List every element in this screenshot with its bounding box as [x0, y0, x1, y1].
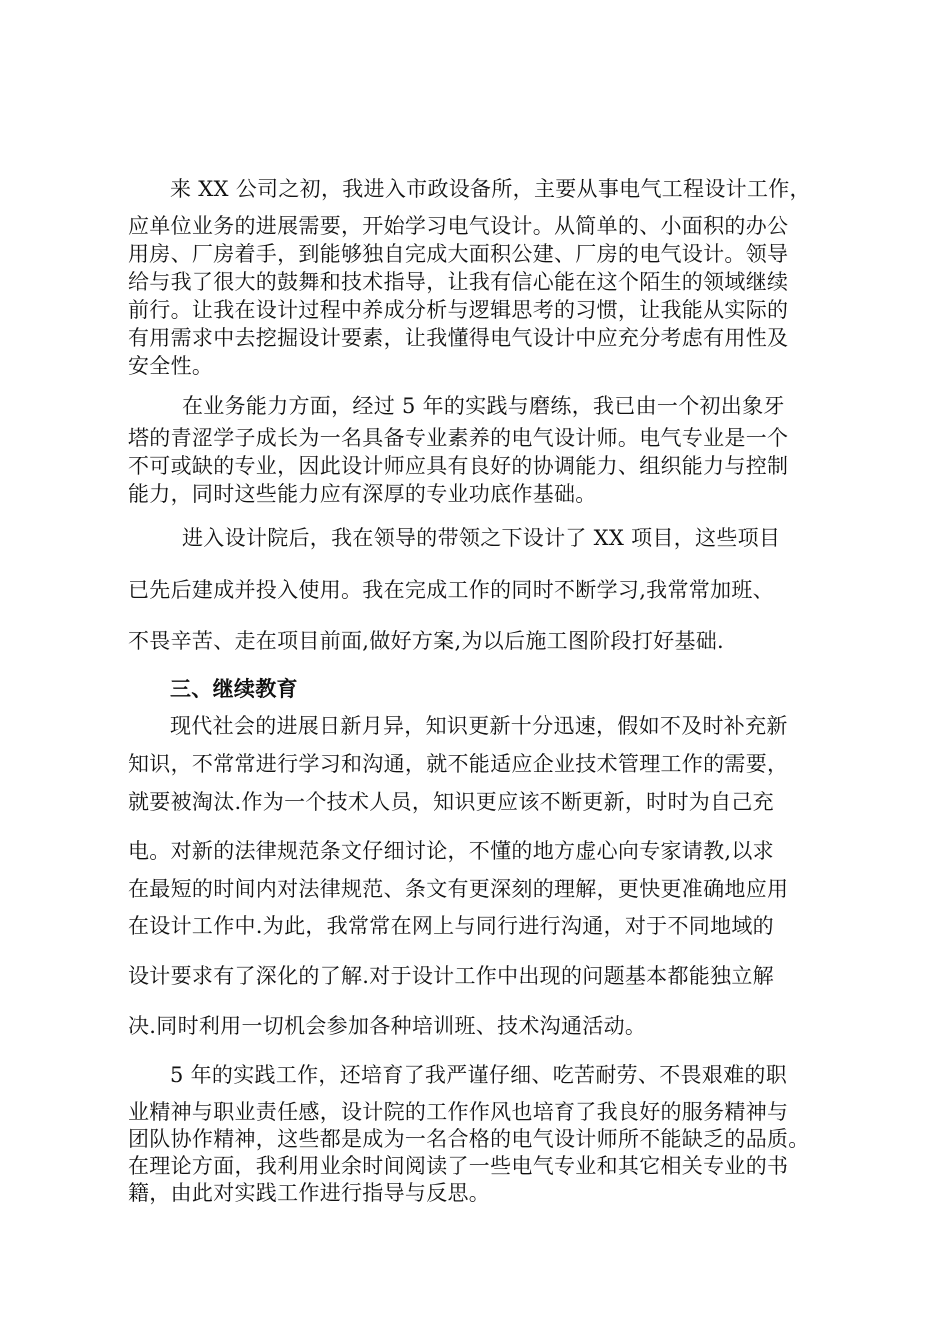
paragraph-3-line-1: 进入设计院后，我在领导的带领之下设计了 XX 项目，这些项目: [182, 526, 781, 550]
paragraph-4-line-1: 现代社会的进展日新月异，知识更新十分迅速，假如不及时补充新: [170, 714, 788, 738]
paragraph-4-line-4: 电。对新的法律规范条文仔细讨论，不懂的地方虚心向专家请教,以求: [128, 839, 774, 863]
paragraph-4-line-3: 就要被淘汰.作为一个技术人员，知识更应该不断更新，时时为自己充: [128, 790, 774, 814]
paragraph-5-line-4: 在理论方面，我利用业余时间阅读了一些电气专业和其它相关专业的书: [128, 1154, 789, 1178]
paragraph-5-line-2: 业精神与职业责任感，设计院的工作作风也培育了我良好的服务精神与: [128, 1100, 789, 1124]
section-heading: 三、继续教育: [170, 676, 298, 701]
paragraph-1-line-7: 安全性。: [128, 354, 214, 378]
paragraph-1-line-3: 用房、厂房着手，到能够独自完成大面积公建、厂房的电气设计。领导: [128, 242, 789, 266]
paragraph-4-line-2: 知识，不常常进行学习和沟通，就不能适应企业技术管理工作的需要，: [128, 752, 789, 776]
paragraph-4-line-5: 在最短的时间内对法律规范、条文有更深刻的理解，更快更准确地应用: [128, 877, 789, 901]
paragraph-4-line-8: 决.同时利用一切机会参加各种培训班、技术沟通活动。: [128, 1014, 647, 1038]
paragraph-4-line-7: 设计要求有了深化的了解.对于设计工作中出现的问题基本都能独立解: [128, 964, 774, 988]
paragraph-2-line-2: 塔的青涩学子成长为一名具备专业素养的电气设计师。电气专业是一个: [128, 426, 789, 450]
paragraph-5-line-5: 籍，由此对实践工作进行指导与反思。: [128, 1181, 491, 1205]
paragraph-1-line-5: 前行。让我在设计过程中养成分析与逻辑思考的习惯，让我能从实际的: [128, 298, 789, 322]
paragraph-1-line-6: 有用需求中去挖掘设计要素，让我懂得电气设计中应充分考虑有用性及: [128, 326, 789, 350]
paragraph-4-line-6: 在设计工作中.为此，我常常在网上与同行进行沟通，对于不同地域的: [128, 914, 774, 938]
paragraph-2-line-1: 在业务能力方面，经过 5 年的实践与磨练，我已由一个初出象牙: [182, 394, 785, 418]
paragraph-2-line-4: 能力，同时这些能力应有深厚的专业功底作基础。: [128, 482, 597, 506]
paragraph-1-line-1: 来 XX 公司之初，我进入市政设备所，主要从事电气工程设计工作，: [170, 177, 811, 201]
paragraph-5-line-1: 5 年的实践工作，还培育了我严谨仔细、吃苦耐劳、不畏艰难的职: [170, 1063, 788, 1087]
paragraph-5-line-3: 团队协作精神，这些都是成为一名合格的电气设计师所不能缺乏的品质。: [128, 1127, 810, 1151]
paragraph-3-line-3: 不畏辛苦、走在项目前面,做好方案,为以后施工图阶段打好基础.: [128, 629, 725, 653]
paragraph-2-line-3: 不可或缺的专业，因此设计师应具有良好的协调能力、组织能力与控制: [128, 454, 789, 478]
paragraph-1-line-4: 给与我了很大的鼓舞和技术指导，让我有信心能在这个陌生的领域继续: [128, 270, 789, 294]
paragraph-3-line-2: 已先后建成并投入使用。我在完成工作的同时不断学习,我常常加班、: [128, 578, 774, 602]
paragraph-1-line-2: 应单位业务的进展需要，开始学习电气设计。从简单的、小面积的办公: [128, 214, 789, 238]
